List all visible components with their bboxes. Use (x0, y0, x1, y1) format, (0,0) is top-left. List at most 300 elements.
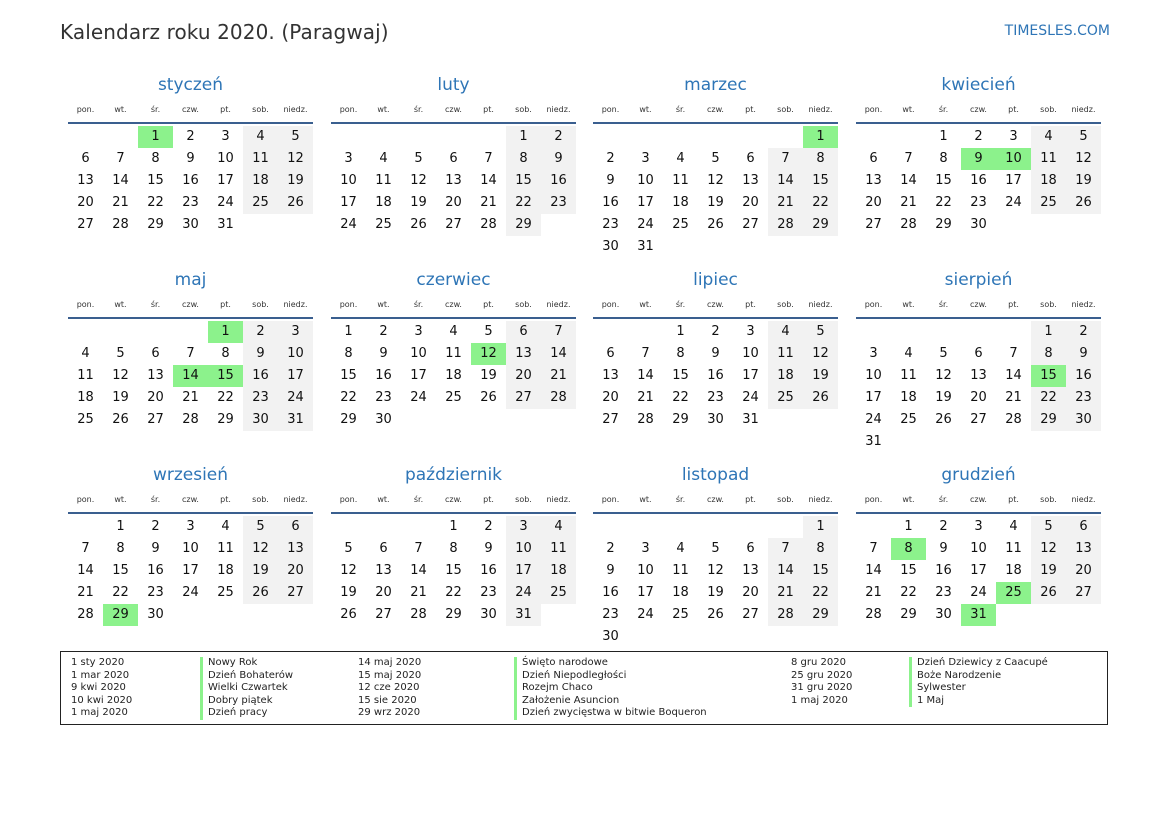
month-name: wrzesień (152, 465, 229, 485)
empty-cell (768, 516, 803, 538)
day-cell: 5 (344, 541, 353, 556)
holiday-dates-column (358, 657, 421, 720)
month-calendar (856, 72, 1101, 236)
weekday-label: pon. (864, 300, 883, 309)
day-cell: 1 (116, 519, 125, 534)
day-cell: 15 (112, 563, 129, 578)
weekday-label: czw. (445, 105, 462, 114)
day-cell: 24 (865, 412, 882, 427)
weekday-label: śr. (150, 105, 161, 114)
day-grid (331, 516, 576, 626)
day-cell: 24 (340, 217, 357, 232)
holiday-date: 12 cze 2020 (358, 682, 420, 694)
day-cell: 2 (606, 541, 615, 556)
month-calendar (68, 462, 313, 626)
day-cell: 8 (449, 541, 458, 556)
day-cell: 8 (344, 346, 353, 361)
day-cell: 15 (672, 368, 689, 383)
day-cell: 6 (1066, 516, 1101, 538)
day-cell: 21 (541, 365, 576, 387)
day-cell: 9 (186, 151, 195, 166)
day-cell: 23 (147, 585, 164, 600)
weekday-header (856, 488, 1101, 514)
weekday-label: niedz. (1071, 300, 1096, 309)
holiday-name: Nowy Rok (200, 657, 293, 670)
day-cell: 13 (375, 563, 392, 578)
empty-cell (891, 126, 926, 148)
weekday-label: wt. (902, 300, 915, 309)
day-cell: 25 (1031, 192, 1066, 214)
day-cell: 22 (506, 192, 541, 214)
day-cell: 31 (217, 217, 234, 232)
day-cell: 31 (865, 434, 882, 449)
day-cell: 6 (746, 151, 755, 166)
day-cell: 3 (506, 516, 541, 538)
day-cell: 26 (1066, 192, 1101, 214)
day-cell: 21 (865, 585, 882, 600)
day-cell: 11 (375, 173, 392, 188)
day-cell: 2 (484, 519, 493, 534)
day-cell: 27 (445, 217, 462, 232)
day-cell: 14 (480, 173, 497, 188)
weekday-label: pon. (76, 105, 95, 114)
day-cell: 27 (602, 412, 619, 427)
day-cell: 21 (637, 390, 654, 405)
month-calendar (856, 267, 1101, 453)
empty-cell (698, 516, 733, 538)
weekday-label: wt. (377, 495, 390, 504)
day-grid (593, 321, 838, 431)
day-cell: 3 (974, 519, 983, 534)
day-grid (68, 126, 313, 236)
day-cell: 26 (243, 582, 278, 604)
day-cell: 10 (637, 563, 654, 578)
day-cell: 28 (865, 607, 882, 622)
weekday-label: czw. (707, 300, 724, 309)
day-cell: 27 (506, 387, 541, 409)
day-cell: 26 (707, 607, 724, 622)
day-cell: 6 (278, 516, 313, 538)
day-cell: 30 (602, 239, 619, 254)
day-cell: 29 (803, 214, 838, 236)
day-cell: 8 (506, 148, 541, 170)
day-cell: 28 (1005, 412, 1022, 427)
day-cell: 18 (672, 195, 689, 210)
weekday-header (68, 293, 313, 319)
weekday-label: pon. (864, 495, 883, 504)
day-cell: 15 (900, 563, 917, 578)
weekday-header (331, 488, 576, 514)
day-cell: 8 (939, 151, 948, 166)
day-cell: 30 (375, 412, 392, 427)
day-cell: 21 (1005, 390, 1022, 405)
day-cell: 3 (641, 151, 650, 166)
holiday-name: Dobry piątek (200, 695, 293, 708)
day-cell: 17 (217, 173, 234, 188)
weekday-label: pon. (339, 105, 358, 114)
weekday-label: niedz. (546, 105, 571, 114)
day-cell: 6 (974, 346, 983, 361)
day-grid (856, 126, 1101, 236)
empty-cell (593, 321, 628, 343)
day-cell: 10 (182, 541, 199, 556)
holiday-date: 29 wrz 2020 (358, 707, 421, 719)
weekday-label: niedz. (283, 300, 308, 309)
day-cell: 16 (480, 563, 497, 578)
day-cell: 28 (77, 607, 94, 622)
day-cell: 16 (243, 365, 278, 387)
day-cell: 15 (935, 173, 952, 188)
day-cell: 20 (77, 195, 94, 210)
day-cell: 20 (970, 390, 987, 405)
day-cell: 25 (77, 412, 94, 427)
day-cell: 10 (340, 173, 357, 188)
month-name: listopad (681, 465, 750, 485)
day-cell: 29 (340, 412, 357, 427)
day-cell: 26 (1031, 582, 1066, 604)
day-cell: 22 (672, 390, 689, 405)
day-cell: 13 (1066, 538, 1101, 560)
day-cell: 17 (637, 195, 654, 210)
month-name: luty (437, 75, 470, 95)
day-cell: 11 (672, 563, 689, 578)
day-cell: 29 (445, 607, 462, 622)
day-cell: 9 (541, 148, 576, 170)
day-cell: 22 (803, 582, 838, 604)
holiday-day-cell: 15 (1031, 365, 1066, 387)
day-grid (593, 516, 838, 648)
day-cell: 10 (278, 343, 313, 365)
day-cell: 16 (602, 195, 619, 210)
weekday-label: sob. (777, 300, 794, 309)
holiday-date: 1 sty 2020 (71, 657, 125, 668)
empty-cell (891, 321, 926, 343)
day-cell: 19 (480, 368, 497, 383)
weekday-label: śr. (675, 495, 686, 504)
day-cell: 11 (768, 343, 803, 365)
day-grid (331, 321, 576, 431)
day-cell: 9 (484, 541, 493, 556)
empty-cell (698, 126, 733, 148)
day-cell: 29 (506, 214, 541, 236)
day-cell: 8 (803, 538, 838, 560)
day-cell: 17 (410, 368, 427, 383)
day-cell: 1 (506, 126, 541, 148)
day-cell: 3 (221, 129, 230, 144)
day-cell: 7 (414, 541, 423, 556)
day-cell: 21 (768, 582, 803, 604)
day-cell: 7 (1009, 346, 1018, 361)
day-cell: 24 (217, 195, 234, 210)
weekday-label: śr. (938, 300, 949, 309)
day-cell: 22 (112, 585, 129, 600)
day-cell: 4 (449, 324, 458, 339)
weekday-label: śr. (938, 105, 949, 114)
day-cell: 23 (707, 390, 724, 405)
day-cell: 29 (147, 217, 164, 232)
day-cell: 25 (541, 582, 576, 604)
month-calendar (331, 72, 576, 236)
day-cell: 18 (1031, 170, 1066, 192)
holiday-name: Dzień Niepodległości (514, 670, 707, 683)
day-cell: 4 (1009, 519, 1018, 534)
day-cell: 14 (865, 563, 882, 578)
holiday-day-cell: 9 (961, 148, 996, 170)
weekday-label: pt. (1008, 495, 1019, 504)
day-cell: 16 (147, 563, 164, 578)
empty-cell (733, 516, 768, 538)
weekday-header (856, 293, 1101, 319)
day-cell: 30 (147, 607, 164, 622)
month-name: marzec (684, 75, 747, 95)
weekday-label: niedz. (808, 300, 833, 309)
day-cell: 3 (414, 324, 423, 339)
weekday-label: niedz. (808, 105, 833, 114)
day-cell: 14 (410, 563, 427, 578)
empty-cell (996, 321, 1031, 343)
weekday-label: śr. (413, 300, 424, 309)
day-cell: 20 (506, 365, 541, 387)
holiday-name: Rozejm Chaco (514, 682, 707, 695)
day-cell: 4 (221, 519, 230, 534)
day-grid (593, 126, 838, 258)
day-cell: 15 (803, 170, 838, 192)
month-calendar (593, 462, 838, 648)
day-cell: 27 (742, 607, 759, 622)
day-cell: 6 (449, 151, 458, 166)
weekday-label: czw. (182, 495, 199, 504)
month-calendar (68, 267, 313, 431)
day-cell: 2 (186, 129, 195, 144)
empty-cell (103, 321, 138, 343)
empty-cell (593, 126, 628, 148)
empty-cell (628, 126, 663, 148)
day-cell: 7 (768, 148, 803, 170)
weekday-label: sob. (777, 105, 794, 114)
day-cell: 25 (217, 585, 234, 600)
day-cell: 28 (900, 217, 917, 232)
day-cell: 23 (243, 387, 278, 409)
day-cell: 4 (243, 126, 278, 148)
day-cell: 12 (707, 173, 724, 188)
day-cell: 17 (637, 585, 654, 600)
holidays-list (60, 651, 1108, 725)
weekday-label: niedz. (1071, 105, 1096, 114)
day-cell: 25 (900, 412, 917, 427)
day-cell: 5 (939, 346, 948, 361)
day-cell: 2 (541, 126, 576, 148)
day-cell: 27 (375, 607, 392, 622)
empty-cell (436, 126, 471, 148)
day-cell: 17 (182, 563, 199, 578)
day-cell: 30 (707, 412, 724, 427)
day-cell: 19 (340, 585, 357, 600)
weekday-label: czw. (182, 105, 199, 114)
day-cell: 4 (1031, 126, 1066, 148)
day-cell: 31 (742, 412, 759, 427)
day-cell: 13 (147, 368, 164, 383)
day-cell: 28 (480, 217, 497, 232)
holiday-day-cell: 8 (891, 538, 926, 560)
day-cell: 4 (768, 321, 803, 343)
weekday-label: sob. (1040, 105, 1057, 114)
weekday-label: śr. (675, 105, 686, 114)
day-cell: 18 (1005, 563, 1022, 578)
day-cell: 18 (541, 560, 576, 582)
day-cell: 2 (1066, 321, 1101, 343)
day-cell: 27 (77, 217, 94, 232)
empty-cell (768, 126, 803, 148)
day-cell: 19 (935, 390, 952, 405)
day-cell: 15 (340, 368, 357, 383)
day-cell: 11 (243, 148, 278, 170)
empty-cell (173, 321, 208, 343)
day-cell: 21 (480, 195, 497, 210)
day-cell: 27 (147, 412, 164, 427)
day-cell: 31 (637, 239, 654, 254)
holiday-day-cell: 29 (103, 604, 138, 626)
day-cell: 23 (182, 195, 199, 210)
weekday-label: pt. (745, 495, 756, 504)
weekday-header (331, 98, 576, 124)
day-cell: 6 (151, 346, 160, 361)
day-cell: 29 (1031, 409, 1066, 431)
weekday-label: wt. (902, 105, 915, 114)
empty-cell (926, 321, 961, 343)
day-cell: 4 (379, 151, 388, 166)
day-cell: 16 (182, 173, 199, 188)
empty-cell (103, 126, 138, 148)
weekday-label: sob. (252, 105, 269, 114)
weekday-label: sob. (1040, 300, 1057, 309)
weekday-label: pt. (483, 495, 494, 504)
weekday-label: śr. (675, 300, 686, 309)
day-cell: 2 (974, 129, 983, 144)
day-cell: 13 (602, 368, 619, 383)
weekday-label: czw. (182, 300, 199, 309)
day-cell: 24 (970, 585, 987, 600)
empty-cell (401, 126, 436, 148)
day-cell: 23 (541, 192, 576, 214)
day-cell: 2 (151, 519, 160, 534)
holiday-names-column (514, 657, 707, 720)
empty-cell (366, 516, 401, 538)
day-cell: 16 (1066, 365, 1101, 387)
day-cell: 22 (1031, 387, 1066, 409)
empty-cell (628, 321, 663, 343)
empty-cell (856, 321, 891, 343)
day-cell: 8 (221, 346, 230, 361)
day-cell: 14 (637, 368, 654, 383)
day-cell: 12 (707, 563, 724, 578)
day-cell: 11 (541, 538, 576, 560)
day-cell: 14 (900, 173, 917, 188)
day-cell: 28 (768, 214, 803, 236)
day-cell: 4 (541, 516, 576, 538)
day-cell: 16 (541, 170, 576, 192)
day-cell: 5 (116, 346, 125, 361)
weekday-label: czw. (707, 105, 724, 114)
day-cell: 21 (410, 585, 427, 600)
empty-cell (663, 126, 698, 148)
day-cell: 2 (606, 151, 615, 166)
empty-cell (68, 126, 103, 148)
day-cell: 17 (506, 560, 541, 582)
day-cell: 12 (243, 538, 278, 560)
holiday-day-cell: 15 (208, 365, 243, 387)
day-cell: 30 (602, 629, 619, 644)
day-cell: 3 (869, 346, 878, 361)
day-cell: 29 (672, 412, 689, 427)
empty-cell (593, 516, 628, 538)
weekday-label: niedz. (546, 300, 571, 309)
day-cell: 21 (900, 195, 917, 210)
day-cell: 16 (375, 368, 392, 383)
holiday-date: 8 gru 2020 (791, 657, 846, 668)
empty-cell (471, 126, 506, 148)
day-cell: 22 (900, 585, 917, 600)
month-calendar (593, 72, 838, 258)
day-cell: 21 (768, 192, 803, 214)
day-cell: 6 (506, 321, 541, 343)
day-cell: 14 (768, 170, 803, 192)
empty-cell (663, 516, 698, 538)
day-cell: 30 (970, 217, 987, 232)
day-cell: 9 (379, 346, 388, 361)
day-cell: 23 (1066, 387, 1101, 409)
holiday-day-cell: 1 (803, 126, 838, 148)
day-cell: 20 (742, 195, 759, 210)
day-cell: 26 (707, 217, 724, 232)
holiday-day-cell: 1 (208, 321, 243, 343)
day-cell: 18 (900, 390, 917, 405)
site-link[interactable]: TIMESLES.COM (1004, 23, 1110, 39)
day-cell: 23 (480, 585, 497, 600)
day-cell: 14 (77, 563, 94, 578)
weekday-label: wt. (377, 105, 390, 114)
month-name: lipiec (693, 270, 738, 290)
holiday-name: Święto narodowe (514, 657, 707, 670)
day-cell: 1 (449, 519, 458, 534)
day-cell: 3 (278, 321, 313, 343)
month-calendar (331, 267, 576, 431)
day-cell: 27 (278, 582, 313, 604)
day-cell: 7 (116, 151, 125, 166)
day-grid (856, 321, 1101, 453)
day-cell: 28 (768, 604, 803, 626)
day-cell: 20 (375, 585, 392, 600)
day-cell: 9 (606, 173, 615, 188)
day-cell: 19 (803, 365, 838, 387)
weekday-label: sob. (252, 495, 269, 504)
weekday-label: sob. (515, 105, 532, 114)
day-cell: 18 (243, 170, 278, 192)
page-title: Kalendarz roku 2020. (Paragwaj) (60, 20, 389, 44)
weekday-label: pt. (1008, 105, 1019, 114)
day-cell: 30 (243, 409, 278, 431)
empty-cell (401, 516, 436, 538)
holiday-date: 14 maj 2020 (358, 657, 422, 668)
holiday-dates-column (71, 657, 132, 720)
day-cell: 10 (506, 538, 541, 560)
empty-cell (733, 126, 768, 148)
weekday-label: sob. (515, 300, 532, 309)
day-cell: 5 (484, 324, 493, 339)
weekday-label: pon. (601, 300, 620, 309)
holiday-names-column (909, 657, 1048, 707)
day-cell: 2 (939, 519, 948, 534)
day-cell: 8 (116, 541, 125, 556)
